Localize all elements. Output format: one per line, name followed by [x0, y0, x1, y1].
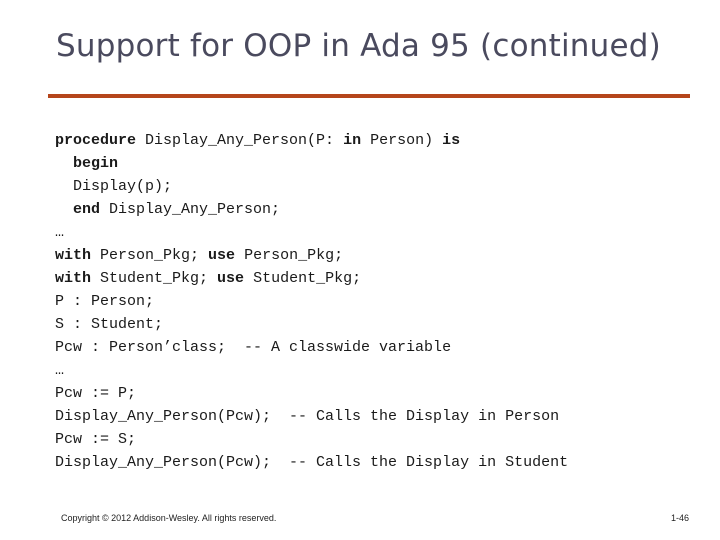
code-keyword: begin: [73, 155, 119, 172]
code-text: Student_Pkg;: [244, 270, 362, 287]
code-line: [55, 244, 568, 267]
code-line: [55, 175, 568, 198]
code-keyword: in: [343, 132, 362, 149]
code-text: Pcw := P;: [55, 385, 137, 402]
code-line: [55, 313, 568, 336]
code-text: Display_Any_Person;: [100, 201, 281, 218]
slide-title: Support for OOP in Ada 95 (continued): [56, 28, 661, 64]
code-line: [55, 382, 568, 405]
code-line: [55, 290, 568, 313]
code-text: Pcw : Person’class; -- A classwide variable: [55, 339, 452, 356]
code-line: [55, 198, 568, 221]
title-divider: [48, 94, 690, 98]
code-text: P : Person;: [55, 293, 155, 310]
code-text: …: [55, 362, 65, 379]
code-keyword: is: [442, 132, 461, 149]
code-line: [55, 359, 568, 382]
code-keyword: use: [208, 247, 236, 264]
copyright-notice: Copyright © 2012 Addison-Wesley. All rights reserved.: [61, 513, 277, 523]
code-text: Person): [361, 132, 443, 149]
code-keyword: with: [55, 270, 92, 287]
code-keyword: procedure: [55, 132, 137, 149]
code-block: [55, 129, 568, 474]
code-text: Display(p);: [55, 178, 173, 195]
code-line: [55, 428, 568, 451]
code-text: Person_Pkg;: [235, 247, 344, 264]
code-line: [55, 336, 568, 359]
code-text: Person_Pkg;: [91, 247, 209, 264]
code-text: [55, 201, 73, 218]
code-keyword: with: [55, 247, 92, 264]
code-keyword: use: [217, 270, 245, 287]
code-line: [55, 152, 568, 175]
code-text: Pcw := S;: [55, 431, 137, 448]
code-line: [55, 405, 568, 428]
page-number: 1-46: [670, 513, 689, 523]
code-line: [55, 451, 568, 474]
code-text: Display_Any_Person(Pcw); -- Calls the Display in Person: [55, 408, 560, 425]
code-keyword: end: [73, 201, 101, 218]
code-text: [55, 155, 73, 172]
code-line: [55, 129, 568, 152]
code-text: Student_Pkg;: [91, 270, 218, 287]
code-text: Display_Any_Person(Pcw); -- Calls the Display in Student: [55, 454, 569, 471]
code-text: …: [55, 224, 65, 241]
code-text: Display_Any_Person(P:: [136, 132, 344, 149]
code-text: S : Student;: [55, 316, 164, 333]
code-line: [55, 267, 568, 290]
code-line: [55, 221, 568, 244]
